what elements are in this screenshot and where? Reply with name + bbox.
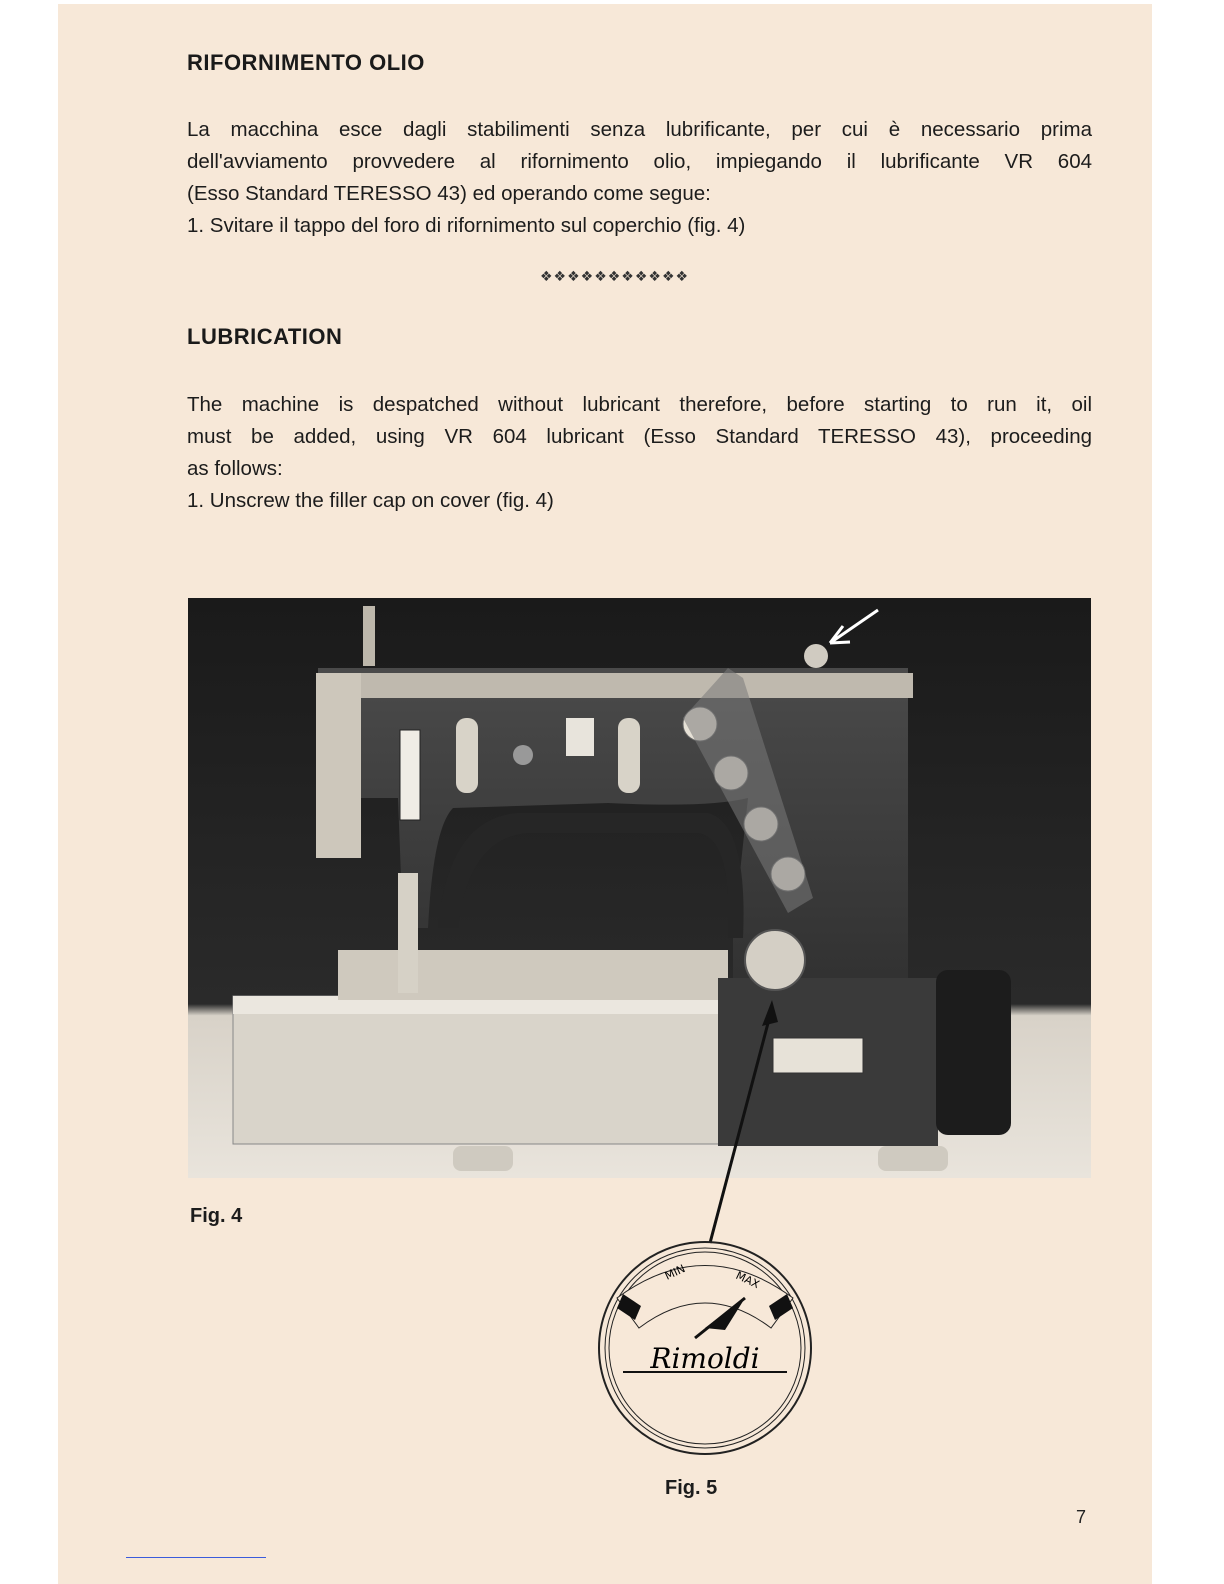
page-number: 7	[1076, 1507, 1087, 1527]
sewing-machine-photo	[188, 598, 1091, 1178]
text-line: 1. Svitare il tappo del foro di rifornimento sul coperchio (fig. 4)	[187, 214, 746, 237]
link-underline-mark	[126, 1557, 266, 1558]
text-line: must be added, using VR 604 lubricant (Esso Standard TERESSO 43), proceeding	[187, 425, 1092, 448]
text-line: dell'avviamento provvedere al rifornimento olio, impiegando il lubrificante VR 604	[187, 150, 1092, 173]
text-line: The machine is despatched without lubricant therefore, before starting to run it, oil	[187, 393, 1092, 416]
text-line: as follows:	[187, 457, 283, 480]
paragraph-italian	[187, 114, 1092, 242]
pointer-arrow	[700, 998, 790, 1248]
oil-gauge-detail	[595, 1238, 815, 1458]
text-line: 1. Unscrew the filler cap on cover (fig. 4)	[187, 489, 554, 512]
text-line: La macchina esce dagli stabilimenti senza lubrificante, per cui è necessario prima	[187, 118, 1092, 141]
figure-caption: Fig. 4	[190, 1205, 243, 1227]
gauge-min-label: MIN	[662, 1262, 688, 1283]
paragraph-english	[187, 389, 1092, 517]
separator-ornament: ❖❖❖❖❖❖❖❖❖❖❖	[540, 268, 690, 284]
text-line: (Esso Standard TERESSO 43) ed operando come segue:	[187, 182, 711, 205]
gauge-max-label: MAX	[733, 1268, 762, 1292]
heading-english: LUBRICATION	[187, 324, 343, 349]
sewing-machine-illustration	[188, 598, 1091, 1178]
heading-italian: RIFORNIMENTO OLIO	[187, 50, 425, 75]
figure-caption: Fig. 5	[665, 1477, 718, 1499]
brand-logo-text: Rimoldi	[650, 1342, 760, 1375]
